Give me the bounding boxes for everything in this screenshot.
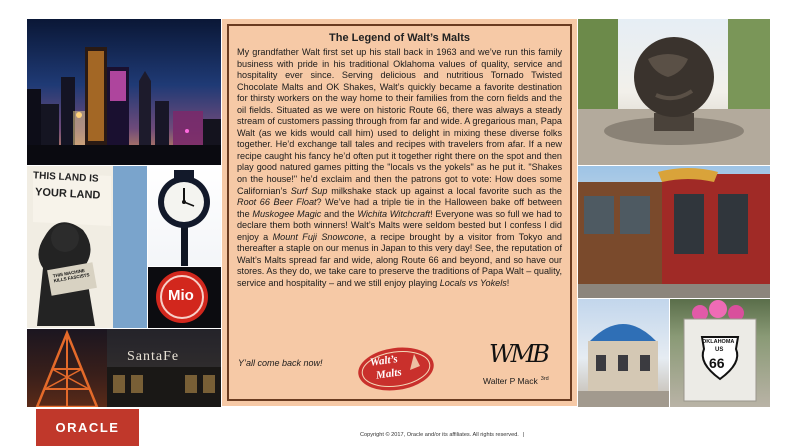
story-text: ! Everyone was so full we had to declare them both winners! Walt’s Malts were seldom bested but I confess I did enjoy a	[237, 208, 562, 242]
photo-route-66-diner	[578, 166, 770, 298]
story-panel-border	[227, 24, 572, 401]
photo-globe-sculpture	[578, 19, 770, 165]
land-sign-line2: YOUR LAND	[34, 186, 101, 202]
photo-santa-fe-building	[107, 329, 221, 407]
santafe-sign-text: SantaFe	[127, 349, 180, 364]
photo-mio-sign	[148, 267, 221, 328]
photo-oklahoma-planter	[670, 299, 770, 407]
walts-malts-logo	[356, 346, 436, 392]
planter-sign-top: OKLAHOMA	[702, 339, 735, 345]
story-panel	[222, 19, 577, 406]
recipe-name: Muskogee Magic	[252, 208, 322, 219]
story-text: milkshake stack up against a local favorite such as the	[327, 185, 562, 196]
game-name: Locals vs Yokels	[439, 277, 507, 288]
story-text: , a recipe brought by a visitor from Tokyo and thereafter a staple on our menus in Japan to this very day! See, the reputation of Walt’s Malts spread far and wide, along Route 66 and beyond, and so have our stores. As they do, we take care to preserve the traditions of Papa Walt – quality, service and hospitality – and we still enjoy playing	[237, 231, 562, 288]
photo-domed-building	[578, 299, 669, 407]
story-title: The Legend of Walt’s Malts	[329, 32, 470, 44]
photo-this-land-mural	[27, 166, 147, 328]
oracle-logo: ORACLE	[36, 409, 139, 446]
signature-suffix: 3rd	[540, 376, 549, 383]
mio-sign-text: Mio	[168, 287, 194, 304]
copyright-notice	[360, 432, 524, 438]
story-text: My grandfather Walt first set up his stall back in 1963 and we’ve run this family business with pride in his traditional Oklahoma values of quality, service and hospitality ever since. Serving delicious and nutritious Tornado Twisted Chocolate Malts and OK Shakes, Walt’s quickly became a favorite destination for thirsty workers on the way home to their families from the corn fields and the oil fields. Situated as we were on historic Route 66, there was always a steady stream of customers passing through from far and wide. A gregarious man, Papa Walt (as we kids would call him) used to delight in mixing these diverse folks together. He’d exchange tall tales and recipes with travelers from afar. If a new recipe caught his fancy he’d often put it together right there on the spot and then play good natured games pitting the "locals vs the yokels" as he put it. "Shakes on the house!" he’d exclaim and then the patrons got to vote: How does some Californian’s	[237, 47, 562, 196]
photo-radio-tower	[27, 329, 107, 407]
planter-sign-number: 66	[709, 355, 725, 371]
copyright-pipe: |	[522, 432, 525, 438]
copyright-text: Copyright © 2017, Oracle and/or its affiliates. All rights reserved.	[360, 432, 519, 438]
logo-text-line1: Walt’s	[369, 353, 399, 369]
recipe-name: Mount Fuji Snowcone	[272, 231, 364, 242]
story-text: !	[506, 277, 510, 288]
signature-initials-text: WMB	[489, 340, 547, 368]
logo-text-line2: Malts	[375, 366, 403, 382]
recipe-name: Root 66 Beer Float	[237, 197, 317, 208]
signature-name	[483, 376, 549, 386]
recipe-name: Surf Sup	[290, 185, 328, 196]
story-text: ? We’ve had a triple tie in the Halloween bake off between the	[237, 197, 562, 219]
photo-tulsa-skyline-night	[27, 19, 221, 165]
land-sign-line1: THIS LAND IS	[32, 170, 99, 185]
signature-name-text: Walter P Mack	[483, 376, 538, 386]
signoff-text: Y’all come back now!	[238, 358, 323, 368]
guitar-text: THIS MACHINE KILLS FASCISTS	[52, 267, 90, 284]
signature-initials	[489, 340, 545, 374]
planter-sign-us: US	[715, 347, 724, 353]
story-text: and the	[321, 208, 358, 219]
photo-street-clock	[148, 166, 221, 266]
story-body	[237, 47, 562, 289]
recipe-name: Wichita Witchcraft	[357, 208, 431, 219]
